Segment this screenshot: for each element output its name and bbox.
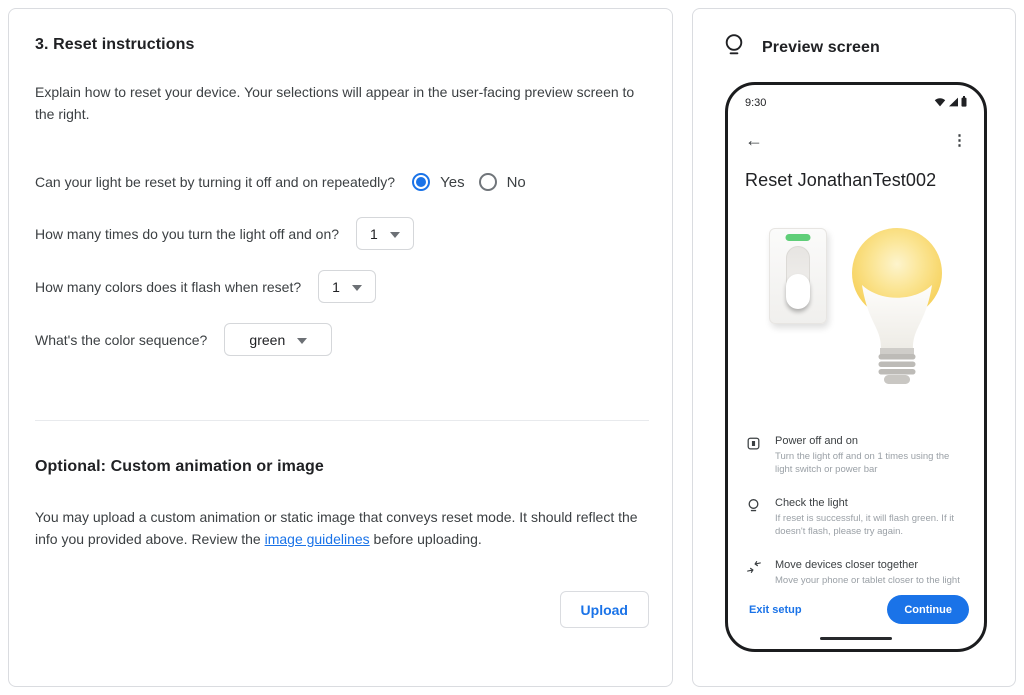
lightbulb-icon (723, 33, 745, 62)
optional-section-title: Optional: Custom animation or image (35, 458, 324, 475)
sequence-dropdown[interactable] (224, 323, 332, 356)
radio-unselected-icon[interactable] (479, 173, 497, 191)
instruction-text (775, 435, 967, 476)
power-switch-icon (745, 435, 762, 476)
switch-toggle (786, 246, 810, 309)
status-time: 9:30 (745, 97, 767, 109)
chevron-down-icon (352, 285, 362, 291)
dropdown-sequence-label: What's the color sequence? (35, 331, 208, 348)
instruction-text (775, 497, 967, 538)
radio-option-yes-label[interactable]: Yes (440, 173, 465, 191)
radio-option-yes[interactable] (412, 173, 464, 191)
chevron-down-icon (297, 338, 307, 344)
times-dropdown[interactable] (356, 217, 414, 250)
section-title: 3. Reset instructions (35, 36, 195, 53)
instruction-description: Move your phone or tablet closer to the light (775, 575, 960, 586)
dropdown-row-colors (35, 270, 644, 303)
optional-section-description (35, 506, 644, 550)
preview-panel (692, 8, 1016, 687)
phone-screen-title: Reset JonathanTest002 (745, 170, 937, 190)
hero-illustration (745, 227, 967, 395)
exit-setup-link[interactable]: Exit setup (749, 603, 802, 616)
times-dropdown-value: 1 (370, 225, 378, 242)
switch-led-indicator (786, 234, 811, 241)
upload-button-row (35, 591, 649, 628)
phone-app-bar (745, 131, 967, 149)
preview-title: Preview screen (762, 38, 880, 56)
chevron-down-icon (390, 232, 400, 238)
section-description: Explain how to reset your device. Your selections will appear in the user-facing preview screen to the right. (35, 84, 635, 122)
dropdown-times-label: How many times do you turn the light off and on? (35, 225, 340, 242)
radio-question-row (35, 173, 644, 191)
radio-options (412, 173, 540, 191)
phone-mockup (725, 82, 987, 652)
instruction-title: Check the light (775, 497, 848, 509)
cell-signal-icon (948, 97, 959, 110)
home-indicator-bar[interactable] (820, 637, 892, 640)
instruction-text (775, 559, 960, 587)
section-divider (35, 420, 649, 421)
instruction-title: Move devices closer together (775, 559, 919, 571)
phone-footer (749, 595, 969, 624)
light-bulb-graphic (851, 227, 943, 389)
instruction-description: Turn the light off and on 1 times using the light switch or power bar (775, 451, 950, 475)
kebab-menu-icon[interactable]: ⋮ (952, 131, 967, 149)
list-item (745, 435, 967, 476)
dropdown-colors-label: How many colors does it flash when reset? (35, 278, 302, 295)
move-closer-icon (745, 559, 762, 587)
instruction-list (745, 435, 967, 587)
list-item (745, 559, 967, 587)
status-bar (745, 96, 967, 110)
battery-icon (961, 96, 967, 110)
back-arrow-icon[interactable]: ← (745, 130, 763, 150)
radio-selected-icon[interactable] (412, 173, 430, 191)
light-switch-graphic (769, 228, 827, 324)
continue-button[interactable]: Continue (887, 595, 969, 624)
image-guidelines-link[interactable]: image guidelines (264, 531, 370, 547)
reset-instructions-panel (8, 8, 673, 687)
dropdown-row-sequence (35, 323, 644, 356)
upload-button[interactable]: Upload (560, 591, 649, 628)
instruction-title: Power off and on (775, 435, 858, 447)
sequence-dropdown-value: green (249, 331, 286, 348)
dropdown-row-times (35, 217, 644, 250)
lightbulb-icon (745, 497, 762, 538)
radio-option-no-label[interactable]: No (506, 173, 526, 191)
colors-dropdown[interactable] (318, 270, 376, 303)
upload-desc-text-after: before uploading. (369, 531, 482, 547)
radio-option-no[interactable] (479, 173, 526, 191)
list-item (745, 497, 967, 538)
status-icons (934, 96, 967, 110)
instruction-description: If reset is successful, it will flash green. If it doesn't flash, please try again. (775, 513, 954, 537)
upload-desc-text: You may upload a custom animation or static image that conveys reset mode. It should reflect the info you provided above. Review the (35, 509, 638, 547)
colors-dropdown-value: 1 (332, 278, 340, 295)
radio-question-label: Can your light be reset by turning it off and on repeatedly? (35, 174, 396, 190)
wifi-icon (934, 97, 946, 110)
preview-header (723, 33, 1015, 62)
